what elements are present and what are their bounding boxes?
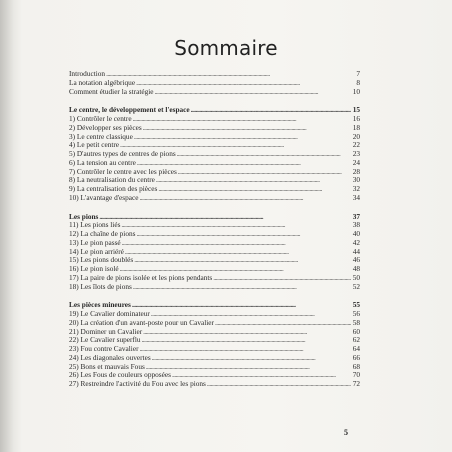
dot-leader [136, 79, 351, 88]
toc-entry-page: 60 [352, 326, 360, 336]
toc-entry-label: 27) Restreindre l'activité du Fou avec les pions [69, 379, 206, 388]
dot-leader [143, 328, 351, 337]
section-heading-label: Les pièces mineures [69, 300, 131, 310]
page-number: 5 [344, 428, 348, 437]
toc-entry-page: 10 [352, 86, 360, 96]
toc-entry-page: 64 [352, 344, 360, 353]
toc-entry-page: 44 [352, 246, 360, 256]
toc-entry-page: 34 [352, 192, 360, 202]
dot-leader [106, 70, 351, 79]
section-heading-page: 15 [352, 105, 360, 115]
toc-entry-label: 24) Les diagonales ouvertes [69, 352, 151, 362]
toc-entry-page: 50 [352, 272, 360, 282]
toc-entry-label: 7) Contrôler le centre avec les pièces [69, 166, 177, 176]
dot-leader [177, 150, 351, 159]
toc-entry-page: 22 [352, 140, 360, 150]
dot-leader [213, 274, 351, 283]
section-heading-page: 37 [352, 211, 360, 221]
toc-entry-page: 24 [352, 157, 360, 167]
toc-entry-page: 20 [352, 131, 360, 141]
toc-entry-label: 3) Le centre classique [69, 131, 133, 141]
toc-entry-label: 21) Dominer un Cavalier [69, 326, 143, 336]
dot-leader [121, 221, 351, 230]
toc-entry-page: 7 [356, 69, 360, 78]
dot-leader [158, 185, 351, 194]
dot-leader [99, 213, 351, 222]
toc-entry-page: 32 [352, 184, 360, 193]
toc-entry-page: 30 [352, 175, 360, 185]
toc-entry-page: 72 [352, 379, 360, 388]
dot-leader [152, 354, 351, 363]
toc-entry [69, 194, 360, 203]
toc-entry-label: 2) Développer ses pièces [69, 122, 142, 132]
dot-leader [207, 380, 351, 389]
section-gap [69, 203, 360, 213]
page-title: Sommaire [174, 36, 278, 60]
toc-entry-page: 70 [352, 370, 360, 380]
dot-leader [140, 345, 351, 354]
toc-entry-label: 23) Fou contre Cavalier [69, 344, 139, 353]
toc-entry-page: 48 [352, 264, 360, 273]
toc-entry-label: 15) Les pions doublés [69, 255, 134, 265]
section-heading-page: 55 [352, 300, 360, 310]
toc-entry-label: Introduction [69, 69, 106, 78]
toc-entry-page: 46 [352, 255, 360, 265]
dot-leader [134, 133, 351, 142]
toc-entry-label: 19) Le Cavalier dominateur [69, 309, 150, 318]
toc-entry-label: 5) D'autres types de centres de pions [69, 149, 176, 158]
toc-entry-page: 42 [352, 237, 360, 247]
dot-leader [142, 336, 351, 345]
toc-entry [69, 380, 360, 389]
toc-entry-label: 6) La tension au centre [69, 157, 136, 167]
page-fold-shadow [0, 0, 14, 452]
toc-entry-label: 8) La neutralisation du centre [69, 175, 155, 185]
toc-entry-label: 17) La paire de pions isolée et les pions pendants [69, 272, 213, 282]
toc-entry [69, 283, 360, 292]
dot-leader [215, 319, 351, 328]
toc-entry-label: Comment étudier la stratégie [69, 86, 154, 96]
toc-entry [69, 88, 360, 97]
toc-entry-label: La notation algébrique [69, 77, 136, 87]
toc-entry-page: 28 [352, 166, 360, 176]
toc-entry-page: 38 [352, 220, 360, 230]
toc-entry-label: 1) Contrôler le centre [69, 114, 132, 123]
dot-leader [143, 124, 351, 133]
toc-entry-label: 13) Le pion passé [69, 237, 121, 247]
toc-entry-label: 18) Les îlots de pions [69, 281, 132, 291]
toc-entry-page: 68 [352, 361, 360, 371]
toc-entry-label: 9) La centralisation des pièces [69, 184, 158, 193]
toc-entry-label: 16) Le pion isolé [69, 264, 119, 273]
toc-entry-page: 56 [352, 309, 360, 318]
dot-leader [134, 256, 351, 265]
dot-leader [178, 168, 351, 177]
toc-entry-page: 40 [352, 229, 360, 238]
dot-leader [156, 176, 351, 185]
toc-entry-page: 66 [352, 352, 360, 362]
dot-leader [133, 283, 351, 292]
toc-entry-page: 62 [352, 335, 360, 345]
dot-leader [132, 301, 351, 310]
toc-entry-label: 25) Bons et mauvais Fous [69, 361, 145, 371]
toc-entry-page: 8 [356, 77, 360, 87]
toc-entry-page: 52 [352, 281, 360, 291]
section-heading-label: Le centre, le développement et l'espace [69, 105, 190, 115]
toc-entry-label: 10) L'avantage d'espace [69, 192, 139, 202]
dot-leader [133, 115, 351, 124]
toc-entry-page: 18 [352, 122, 360, 132]
toc-entry-label: 4) Le petit centre [69, 140, 120, 150]
toc-entry-label: 14) Le pion arriéré [69, 246, 124, 256]
toc-entry-page: 23 [352, 149, 360, 158]
toc-entry-page: 58 [352, 317, 360, 327]
toc-entry-page: 16 [352, 114, 360, 123]
dot-leader [136, 230, 351, 239]
toc-entry-label: 26) Les Fous de couleurs opposées [69, 370, 171, 380]
dot-leader [139, 194, 351, 203]
dot-leader [122, 239, 351, 248]
toc-entry-label: 11) Les pions liés [69, 220, 121, 230]
dot-leader [146, 363, 351, 372]
toc-entry-label: 22) Le Cavalier superflu [69, 335, 141, 345]
toc-entry-label: 12) La chaîne de pions [69, 229, 136, 238]
dot-leader [125, 248, 351, 257]
toc-entry-label: 20) La création d'un avant-poste pour un Cavalier [69, 317, 214, 327]
table-of-contents [69, 70, 360, 389]
dot-leader [155, 88, 352, 97]
dot-leader [191, 106, 351, 115]
section-heading-label: Les pions [69, 211, 99, 221]
